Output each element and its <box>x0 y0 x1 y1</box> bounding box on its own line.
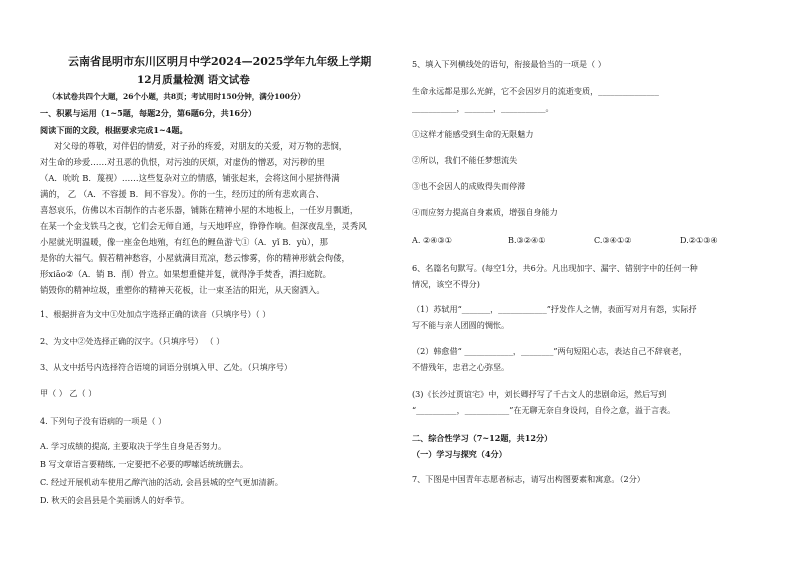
passage-line: （A．吮吮 B．蔑视）……这些复杂对立的情感，铺张起来，会将这间小屋挤得满 <box>40 173 340 183</box>
passage-line: 满的， 乙 （A．不容援 B．间不容发）。你的一生，经历过的所有悲欢离合、 <box>40 189 324 199</box>
question-6: 6、名篇名句默写。(每空1分，共6分。凡出现加字、漏字、错别字中的任何一种 <box>412 263 698 273</box>
question-5-sentence: 生命永远都是那么光鲜，它不会因岁月的流逝变质，_______________ <box>412 86 659 96</box>
question-4-option-a: A. 学习成绩的提高, 主要取决于学生自身是否努力。 <box>40 441 227 451</box>
question-4: 4. 下列句子没有语病的一项是（ ） <box>40 416 167 426</box>
question-6-2: （2）韩愈借“ ____________，________”两句短阻心志，表达自己不辞衰老， <box>412 346 687 356</box>
section1-heading: 一、积累与运用（1~5题，每题2分，第6题6分，共16分） <box>40 108 257 118</box>
question-6-1-cont: 写不能与亲人团圆的惆怅。 <box>412 320 510 330</box>
question-5-blanks: ___________，_______，___________。 <box>412 103 554 113</box>
question-6-3: (3)《长沙过贾谊宅》中，刘长卿抒写了千古文人的悲剧命运，然后写到 <box>412 389 667 399</box>
question-6-2-cont: 不惜残年，忠君之心弥坚。 <box>412 362 510 372</box>
question-4-option-d: D. 秋天的会昌县是个美丽诱人的好季节。 <box>40 495 189 505</box>
section2-heading: 二、综合性学习（7~12题，共12分） <box>412 433 553 443</box>
exam-title-line2: 12月质量检测 语文试卷 <box>137 74 250 86</box>
reading-prompt: 阅读下面的文段，根据要求完成1~4题。 <box>40 125 188 135</box>
question-3-answer-blanks: 甲（ ） 乙（ ） <box>40 388 97 398</box>
question-5-item: ③也不会因人的成败得失而停滞 <box>412 181 526 191</box>
question-4-option-c: C. 经过开展机动车使用乙醇汽油的活动, 会昌县城的空气更加清新。 <box>40 477 283 487</box>
question-5-item: ④而应努力提高自身素质，增强自身能力 <box>412 207 558 217</box>
question-4-option-b: B 写文章语言要精练, 一定要把不必要的啰嗦话统统删去。 <box>40 459 248 469</box>
passage-line: 对父母的尊敬，对伴侣的情爱，对子孙的疼爱，对朋友的关爱，对万物的悲悯， <box>54 141 348 151</box>
passage-line: 小屋就光明温暖，像一座金色地殖，有红色的鲤鱼游弋①（A．yǐ B．yù），那 <box>40 237 328 247</box>
question-5-item: ①这样才能感受到生命的无限魅力 <box>412 129 534 139</box>
question-5-option-a: A. ②④③① <box>412 235 453 245</box>
passage-line: 是你的大福气。假若精神愁容，小屋就满目荒凉，愁云惨雾，你的精神形就会佝偻， <box>40 253 350 263</box>
question-5-option-d: D.②①③④ <box>680 235 718 245</box>
exam-instructions: （本试卷共四个大题，26个小题，共8页；考试用时150分钟，满分100分） <box>48 92 305 101</box>
question-3: 3、从文中括号内选择符合语境的词语分别填入甲、乙处。（只填序号） <box>40 362 293 372</box>
question-1: 1、根据拼音为文中①处加点字选择正确的读音（只填序号）（ ） <box>40 309 271 319</box>
question-5: 5、填入下列横线处的语句，衔接最恰当的一项是（ ） <box>412 59 606 69</box>
section2-subheading: （一）学习与探究（4分） <box>412 449 507 459</box>
passage-line: 销毁你的精神垃圾，重塑你的精神天花板，让一束圣洁的阳光，从天窗洒入。 <box>40 285 325 295</box>
question-2: 2、为文中②处选择正确的汉字。（只填序号） （ ） <box>40 336 225 346</box>
exam-title-line1: 云南省昆明市东川区明月中学2024—2025学年九年级上学期 <box>68 55 372 68</box>
passage-line: 在某一个金戈铁马之夜，它们会无师自通，与天地呼应，铮铮作响。但深夜乱坐，灵秀风 <box>40 221 367 231</box>
question-6-3-cont: “__________，___________”在无聊无奈自身设问，自伶之意，溢于言表。 <box>412 405 676 415</box>
question-7: 7、下图是中国青年志愿者标志，请写出构图要素和寓意。（2分） <box>412 474 645 484</box>
question-6-1: （1）苏轼用“_______，____________”抒发作人之情，表面写对月有怨，实际抒 <box>412 304 697 314</box>
question-6-note: 情况，该空不得分) <box>412 279 480 289</box>
passage-line: 形xiāo②（A．销 B．削）骨立。如果想重健并复，就得净手焚香，洒扫庭院。 <box>40 269 332 279</box>
question-5-item: ②所以，我们不能任梦想流失 <box>412 155 518 165</box>
question-5-option-c: C.③④①② <box>594 235 632 245</box>
question-5-option-b: B.③②④① <box>508 235 546 245</box>
passage-line: 喜怒哀乐，仿佛以木百制作的古老乐器，铺陈在精神小屋的木地板上，一任岁月飘逝， <box>40 205 359 215</box>
passage-line: 对生命的珍爱……对丑恶的仇恨，对污浊的厌烦，对虚伪的憎恶，对污秽的里 <box>40 157 325 167</box>
